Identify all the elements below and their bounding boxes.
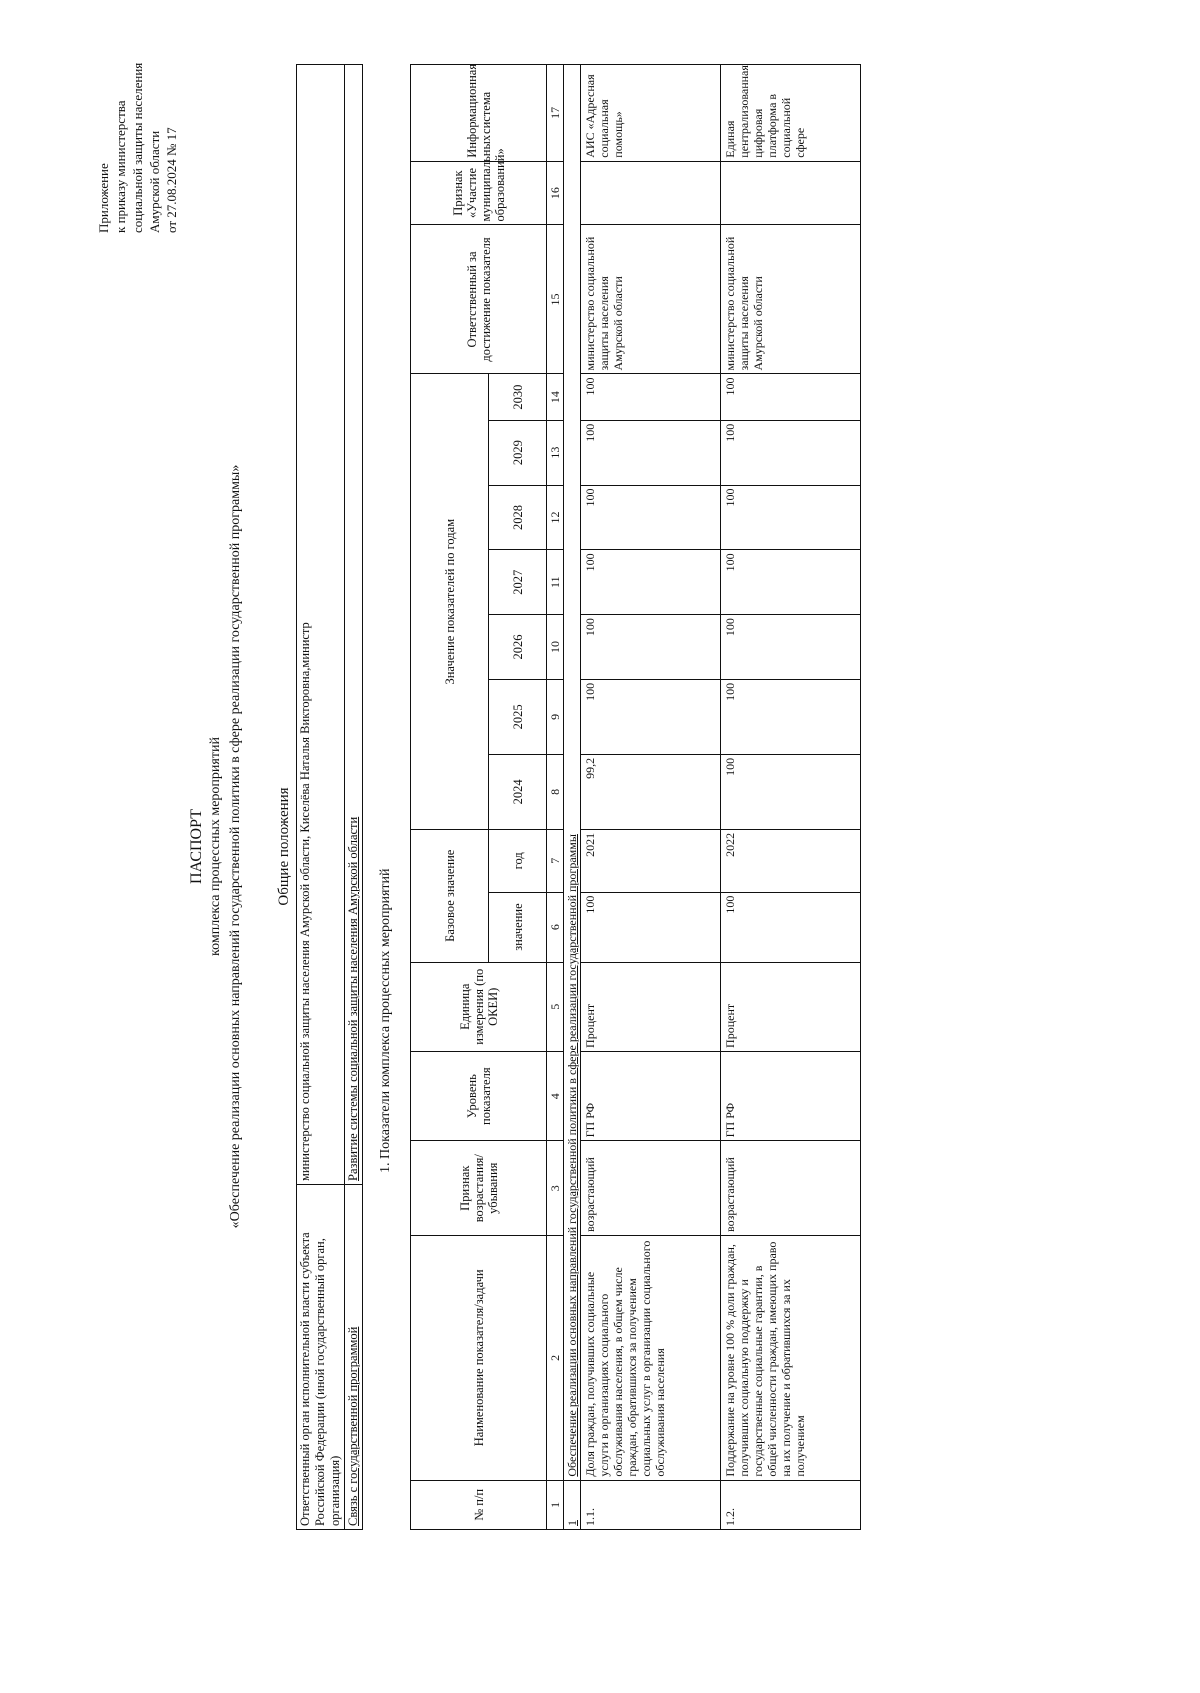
general-row-value: Развитие системы социальной защиты населения Амурской области: [345, 65, 363, 1185]
appendix-line: от 27.08.2024 № 17: [164, 127, 179, 233]
row-num: 1.2.: [721, 1480, 861, 1529]
header-level: Уровень показателя: [411, 1051, 547, 1140]
task-group-num: 1: [564, 1480, 581, 1529]
appendix-line: Амурской области: [147, 130, 162, 233]
task-group-title: Обеспечение реализации основных направлений государственной политики в сфере реализации государственной программы: [564, 65, 581, 1481]
row-base-year: 2022: [721, 829, 861, 892]
column-number: 7: [547, 829, 564, 892]
row-value-2030: 100: [581, 374, 721, 420]
column-number: 1: [547, 1480, 564, 1529]
indicators-table: [410, 64, 861, 1530]
header-responsible: Ответственный за достижение показателя: [411, 225, 547, 374]
general-row: [297, 65, 345, 1530]
column-number: 16: [547, 161, 564, 225]
row-value-2026: 100: [581, 615, 721, 680]
header-year: 2029: [489, 420, 547, 485]
row-base-value: 100: [721, 892, 861, 962]
row-value-2025: 100: [721, 679, 861, 754]
document-subtitle-program: «Обеспечение реализации основных направлений государственной политики в сфере реализации государственной программы»: [228, 464, 243, 1229]
table-row: [721, 65, 861, 1530]
column-number: 13: [547, 420, 564, 485]
row-base-year: 2021: [581, 829, 721, 892]
header-num: № п/п: [411, 1480, 547, 1529]
row-value-2027: 100: [721, 550, 861, 615]
row-infosystem: Единая централизованная цифровая платформа в социальной сфере: [721, 65, 861, 162]
header-trend: Признак возрастания/ убывания: [411, 1141, 547, 1236]
header-by-years: Значение показателей по годам: [411, 374, 489, 829]
appendix-line: к приказу министерства: [113, 100, 128, 233]
header-base: Базовое значение: [411, 829, 489, 962]
general-provisions-table: [296, 64, 363, 1530]
header-base-year: год: [489, 829, 547, 892]
row-trend: возрастающий: [581, 1141, 721, 1236]
column-numbers-row: [547, 65, 564, 1530]
row-value-2029: 100: [581, 420, 721, 485]
row-value-2028: 100: [581, 485, 721, 550]
row-value-2028: 100: [721, 485, 861, 550]
row-unit: Процент: [581, 962, 721, 1051]
row-municipal: [581, 161, 721, 225]
column-number: 10: [547, 615, 564, 680]
row-value-2024: 99,2: [581, 754, 721, 829]
row-indicator-name: Доля граждан, получивших социальные услуги в организациях социального обслуживания населения, в общем числе граждан, обратившихся за получением социальных услуг в организации социального обслуживания населения: [581, 1235, 721, 1480]
column-number: 11: [547, 550, 564, 615]
document-subtitle: комплекса процессных мероприятий: [208, 737, 223, 956]
column-number: 2: [547, 1235, 564, 1480]
column-number: 6: [547, 892, 564, 962]
row-value-2027: 100: [581, 550, 721, 615]
header-year: 2030: [489, 374, 547, 420]
row-indicator-name: Поддержание на уровне 100 % доли граждан, получивших социальную поддержку и государственные социальные гарантии, в общей численности граждан, имеющих право на их получение и обратившихся за их получением: [721, 1235, 861, 1480]
general-row: [345, 65, 363, 1530]
row-trend: возрастающий: [721, 1141, 861, 1236]
general-row-label: Ответственный орган исполнительной власти субъекта Российской Федерации (иной государственный орган, организация): [297, 1185, 345, 1530]
header-year: 2028: [489, 485, 547, 550]
header-municipal: Признак «Участие муниципальных образований»: [411, 161, 547, 225]
column-number: 9: [547, 679, 564, 754]
task-group-row: [564, 65, 581, 1530]
header-infosystem: Информационная система: [411, 65, 547, 162]
table-row: [581, 65, 721, 1530]
general-row-value: министерство социальной защиты населения Амурской области, Киселёва Наталья Викторовна,министр: [297, 65, 345, 1185]
row-value-2025: 100: [581, 679, 721, 754]
appendix-note: [95, 3, 180, 233]
general-provisions-heading: Общие положения: [276, 787, 292, 906]
row-value-2024: 100: [721, 754, 861, 829]
column-number: 15: [547, 225, 564, 374]
row-value-2029: 100: [721, 420, 861, 485]
row-num: 1.1.: [581, 1480, 721, 1529]
row-unit: Процент: [721, 962, 861, 1051]
row-level: ГП РФ: [581, 1051, 721, 1140]
column-number: 14: [547, 374, 564, 420]
header-unit: Единица измерения (по ОКЕИ): [411, 962, 547, 1051]
column-number: 4: [547, 1051, 564, 1140]
header-year: 2025: [489, 679, 547, 754]
column-number: 3: [547, 1141, 564, 1236]
header-name: Наименование показателя/задачи: [411, 1235, 547, 1480]
row-infosystem: АИС «Адресная социальная помощь»: [581, 65, 721, 162]
row-value-2026: 100: [721, 615, 861, 680]
row-value-2030: 100: [721, 374, 861, 420]
row-base-value: 100: [581, 892, 721, 962]
row-responsible: министерство социальной защиты населения Амурской области: [721, 225, 861, 374]
appendix-line: Приложение: [96, 163, 111, 233]
column-number: 8: [547, 754, 564, 829]
column-number: 17: [547, 65, 564, 162]
header-year: 2027: [489, 550, 547, 615]
column-number: 5: [547, 962, 564, 1051]
document-title: ПАСПОРТ: [188, 809, 205, 884]
row-responsible: министерство социальной защиты населения Амурской области: [581, 225, 721, 374]
appendix-line: социальной защиты населения: [130, 62, 145, 233]
header-year: 2024: [489, 754, 547, 829]
header-base-value: значение: [489, 892, 547, 962]
column-number: 12: [547, 485, 564, 550]
general-row-label: Связь с государственной программой: [345, 1185, 363, 1530]
section-heading: 1. Показатели комплекса процессных мероприятий: [378, 868, 393, 1173]
row-municipal: [721, 161, 861, 225]
row-level: ГП РФ: [721, 1051, 861, 1140]
header-year: 2026: [489, 615, 547, 680]
